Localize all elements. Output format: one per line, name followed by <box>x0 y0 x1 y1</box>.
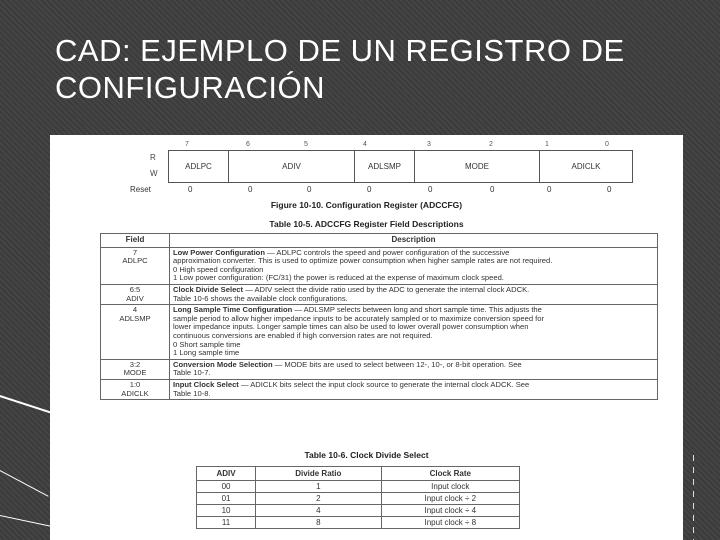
table-row <box>197 493 520 505</box>
table-cell: 01 <box>197 493 256 505</box>
register-field: ADICLK <box>571 162 601 171</box>
table-row <box>101 247 658 284</box>
field-cell <box>101 247 170 284</box>
register-field: MODE <box>415 151 540 182</box>
description-cell <box>170 359 658 379</box>
datasheet-image <box>50 135 683 540</box>
table-cell: Input clock <box>381 481 519 493</box>
reset-value: 0 <box>547 185 552 194</box>
column-header: Divide Ratio <box>256 467 381 481</box>
column-header: ADIV <box>197 467 256 481</box>
table-header-row <box>101 234 658 248</box>
table-cell: 4 <box>256 505 381 517</box>
field-cell <box>101 284 170 304</box>
decorative-line <box>0 470 49 497</box>
table-cell: 2 <box>256 493 381 505</box>
description-text: — ADICLK bits select the input clock source to generate the internal clock ADCK. See <box>240 379 530 389</box>
table-cell: Input clock ÷ 4 <box>381 505 519 517</box>
description-text: 1 Long sample time <box>173 348 240 358</box>
table-row <box>101 284 658 304</box>
bit-number: 6 <box>246 141 250 148</box>
description-text: sample period to allow higher impedance inputs to be accurately sampled or to maximize conversion speed for <box>173 313 545 323</box>
field-description-table <box>100 233 658 400</box>
description-text: Table 10-8. <box>173 388 211 398</box>
description-text: 0 Short sample time <box>173 339 241 349</box>
bit-number: 2 <box>489 141 493 148</box>
decorative-line <box>0 395 52 414</box>
table-row <box>197 505 520 517</box>
register-diagram <box>168 150 633 183</box>
table-cell: 11 <box>197 517 256 529</box>
field-cell <box>101 305 170 360</box>
description-cell <box>170 305 658 360</box>
column-header: Field <box>101 234 170 248</box>
table-header-row <box>197 467 520 481</box>
description-text: — MODE bits are used to select between 12-, 10-, or 8-bit operation. See <box>274 359 522 369</box>
description-title: Conversion Mode Selection <box>173 359 273 369</box>
field-bits: 6:5 <box>129 284 141 294</box>
description-cell <box>170 379 658 399</box>
bit-number: 5 <box>304 141 308 148</box>
description-title: Low Power Configuration <box>173 247 265 257</box>
reset-value: 0 <box>490 185 495 194</box>
field-name: ADIV <box>126 293 144 303</box>
description-text: approximation converter. This is used to optimize power consumption when higher sample rates are not required. <box>173 256 553 266</box>
table-cell: 00 <box>197 481 256 493</box>
field-bits: 7 <box>132 247 138 257</box>
field-name: ADLPC <box>122 256 148 266</box>
register-field: ADLSMP <box>355 151 415 182</box>
field-cell <box>101 359 170 379</box>
table-row <box>101 359 658 379</box>
reset-value: 0 <box>307 185 312 194</box>
bit-number: 0 <box>605 141 609 148</box>
figure-caption: Figure 10-10. Configuration Register (ADCCFG) <box>270 200 463 210</box>
description-text: 1 Low power configuration: (FC/31) the power is reduced at the expense of maximum clock speed. <box>173 273 504 283</box>
description-text: — ADLSMP selects between long and short sample time. This adjusts the <box>294 305 542 315</box>
field-bits: 3:2 <box>129 359 141 369</box>
slide-title: CAD: EJEMPLO DE UN REGISTRO DE CONFIGURACIÓN <box>55 33 625 105</box>
decorative-line <box>0 515 54 527</box>
table-cell: 1 <box>256 481 381 493</box>
description-title: Long Sample Time Configuration <box>173 305 293 315</box>
register-field: ADLPC <box>169 151 229 182</box>
field-table-caption: Table 10-5. ADCCFG Register Field Descriptions <box>269 219 464 229</box>
description-text: continuous conversions are enabled if high conversion rates are not required. <box>173 330 433 340</box>
reset-value: 0 <box>428 185 433 194</box>
field-name: MODE <box>123 368 147 378</box>
description-text: — ADIV select the divide ratio used by the ADC to generate the internal clock ADCK. <box>245 284 530 294</box>
column-header: Clock Rate <box>381 467 519 481</box>
field-name: ADLSMP <box>119 313 151 323</box>
reset-label: Reset <box>130 185 151 194</box>
bit-number: 1 <box>545 141 549 148</box>
read-label: R <box>150 153 156 162</box>
reset-value: 0 <box>367 185 372 194</box>
field-bits: 4 <box>132 305 138 315</box>
description-text: — ADLPC controls the speed and power configuration of the successive <box>267 247 510 257</box>
description-title: Clock Divide Select <box>173 284 244 294</box>
description-text: Table 10-7. <box>173 368 211 378</box>
description-text: Table 10-6 shows the available clock configurations. <box>173 293 348 303</box>
table-row <box>101 379 658 399</box>
reset-value: 0 <box>607 185 612 194</box>
field-bits: 1:0 <box>129 379 141 389</box>
table-cell: 10 <box>197 505 256 517</box>
column-header: Description <box>170 234 658 248</box>
decorative-dashed-line <box>693 455 694 540</box>
description-title: Input Clock Select <box>173 379 239 389</box>
write-label: W <box>150 169 158 178</box>
bit-number: 7 <box>185 141 189 148</box>
description-cell <box>170 247 658 284</box>
field-cell <box>101 379 170 399</box>
table-cell: 8 <box>256 517 381 529</box>
table-cell: Input clock ÷ 2 <box>381 493 519 505</box>
clock-table-caption: Table 10-6. Clock Divide Select <box>304 450 429 460</box>
reset-value: 0 <box>188 185 193 194</box>
bit-number: 3 <box>427 141 431 148</box>
description-cell <box>170 284 658 304</box>
description-text: 0 High speed configuration <box>173 264 264 274</box>
table-row <box>197 481 520 493</box>
table-row <box>197 517 520 529</box>
register-field: ADIV <box>229 151 355 182</box>
clock-divide-table <box>196 466 520 529</box>
description-text: lower impedance inputs. Longer sample times can also be used to lower overall power consumption when <box>173 322 529 332</box>
bit-number: 4 <box>363 141 367 148</box>
table-cell: Input clock ÷ 8 <box>381 517 519 529</box>
field-name: ADICLK <box>121 388 149 398</box>
reset-value: 0 <box>248 185 253 194</box>
table-row <box>101 305 658 360</box>
